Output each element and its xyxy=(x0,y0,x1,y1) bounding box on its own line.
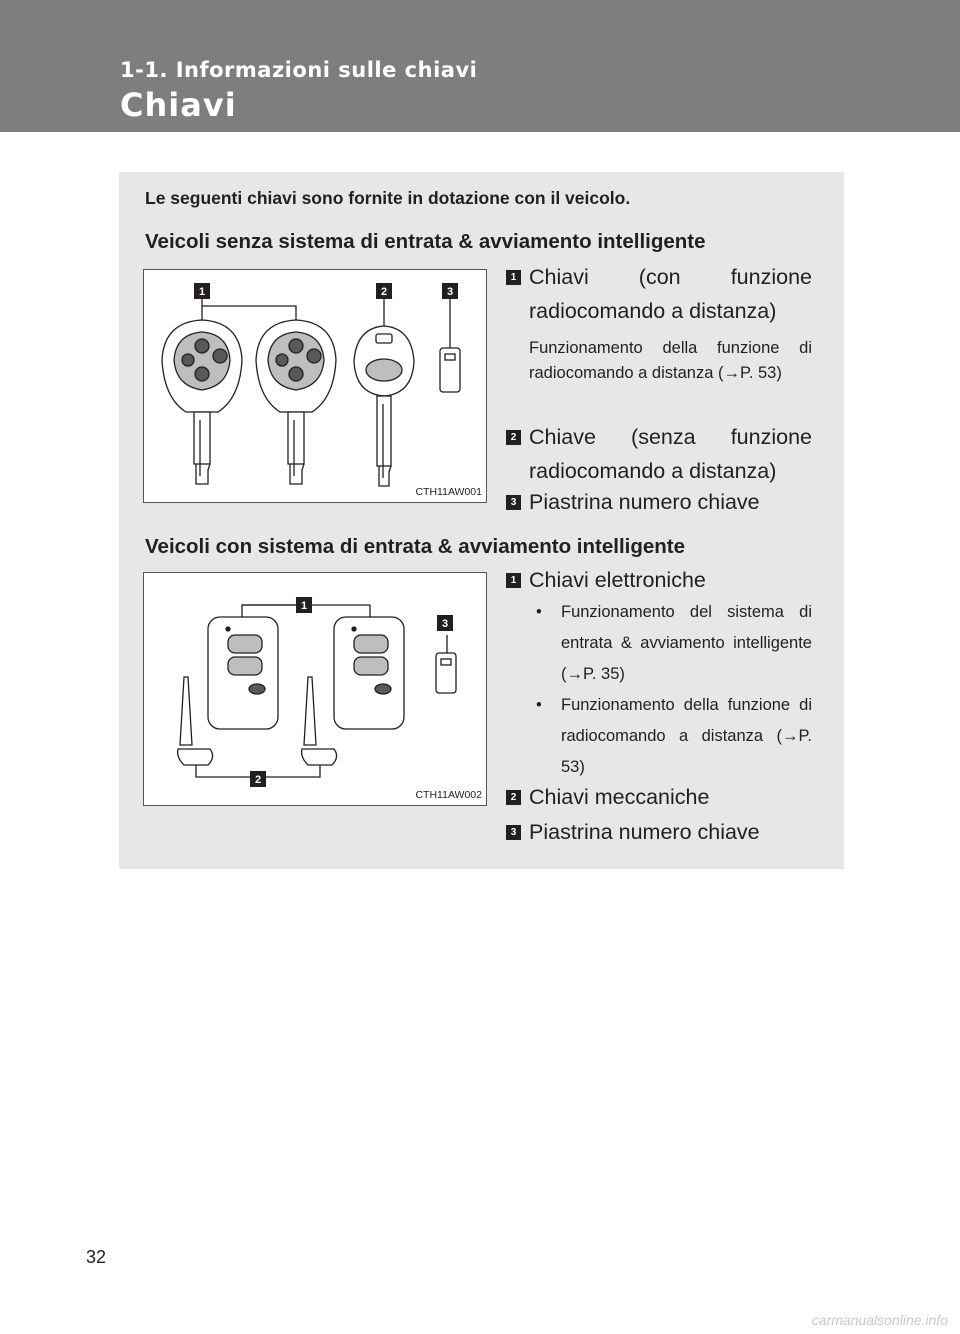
section1-note: Funzionamento della funzione di radiocomando a distanza (→P. 53) xyxy=(529,339,812,382)
section2-heading: Veicoli con sistema di entrata & avviamento intelligente xyxy=(145,535,686,558)
item-number-badge: 2 xyxy=(506,430,521,445)
section1-heading: Veicoli senza sistema di entrata & avviamento intelligente xyxy=(145,230,706,253)
page-header xyxy=(0,0,960,132)
smart-key-2 xyxy=(334,617,404,729)
bullet-text: Funzionamento della funzione di radiocomando a distanza (→P. 53) xyxy=(561,696,812,776)
item-number-badge: 2 xyxy=(506,790,521,805)
item-text: Chiavi meccaniche xyxy=(529,785,710,809)
fig2-badge-1: 1 xyxy=(300,600,308,612)
smart-keys-illustration xyxy=(144,573,488,807)
item-text: Piastrina numero chiave xyxy=(529,490,760,514)
section2-bullet-2 xyxy=(536,690,812,783)
item-text: Chiavi (con funzione radiocomando a distanza) xyxy=(529,265,812,323)
section2-bullet-1 xyxy=(536,597,812,690)
item-number-badge: 1 xyxy=(506,270,521,285)
item-number-badge: 3 xyxy=(506,495,521,510)
item-text: Chiave (senza funzione radiocomando a distanza) xyxy=(529,425,812,483)
section1-item-2 xyxy=(506,420,812,488)
fig2-badge-3: 3 xyxy=(441,618,449,630)
item-text: Chiavi elettroniche xyxy=(529,568,706,592)
bullet-dot: • xyxy=(536,696,542,714)
figure-code: CTH11AW002 xyxy=(415,789,482,801)
key-number-plate xyxy=(436,653,456,693)
fig1-badge-1: 1 xyxy=(198,286,206,298)
section-label: 1-1. Informazioni sulle chiavi xyxy=(120,58,478,82)
fig1-badge-2: 2 xyxy=(380,286,388,298)
fig1-badge-3: 3 xyxy=(446,286,454,298)
section1-item-3 xyxy=(506,485,812,519)
item-number-badge: 3 xyxy=(506,825,521,840)
mechanical-key-2 xyxy=(302,677,337,765)
keys-illustration xyxy=(144,270,488,504)
figure-smart-keys xyxy=(143,572,487,806)
watermark: carmanualsonline.info xyxy=(811,1312,948,1328)
remote-key-1 xyxy=(162,320,242,484)
page-number: 32 xyxy=(86,1247,107,1267)
item-number-badge: 1 xyxy=(506,573,521,588)
fig2-badge-2: 2 xyxy=(254,774,262,786)
item-text: Piastrina numero chiave xyxy=(529,820,760,844)
section2-item-2 xyxy=(506,780,812,814)
bullet-dot: • xyxy=(536,603,542,621)
page-title: Chiavi xyxy=(120,86,237,124)
figure-code: CTH11AW001 xyxy=(415,486,482,498)
figure-standard-keys xyxy=(143,269,487,503)
remote-key-2 xyxy=(256,320,336,484)
section2-item-1 xyxy=(506,563,812,597)
mechanical-key-1 xyxy=(178,677,213,765)
key-number-plate xyxy=(440,348,460,392)
intro-text: Le seguenti chiavi sono fornite in dotazione con il veicolo. xyxy=(145,188,631,208)
section1-item-1 xyxy=(506,260,812,328)
bullet-text: Funzionamento del sistema di entrata & avviamento intelligente (→P. 35) xyxy=(561,603,812,683)
section2-item-3 xyxy=(506,815,812,849)
smart-key-1 xyxy=(208,617,278,729)
mechanical-key xyxy=(354,326,414,486)
